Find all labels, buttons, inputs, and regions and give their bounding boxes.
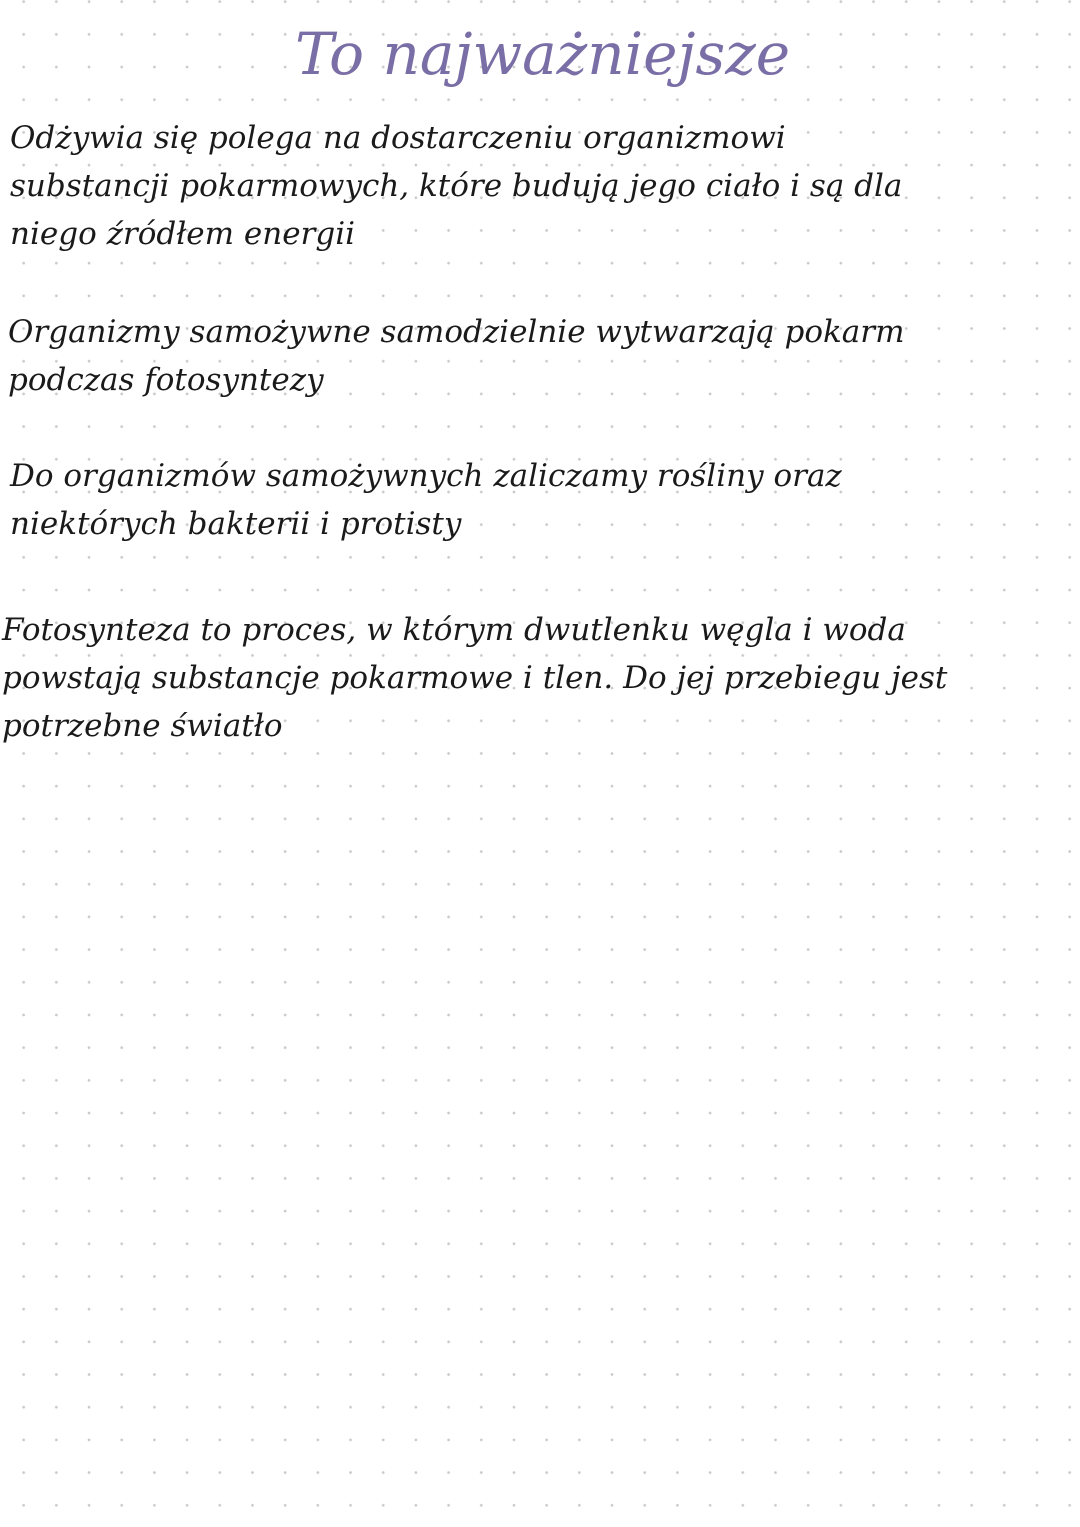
note-photosynthesis-definition bbox=[2, 606, 947, 750]
note-line: substancji pokarmowych, które budują jego ciało i są dla bbox=[10, 168, 903, 204]
note-line: niego źródłem energii bbox=[10, 216, 356, 252]
note-line: powstają substancje pokarmowe i tlen. Do jej przebiegu jest bbox=[2, 660, 948, 696]
page-title: To najważniejsze bbox=[295, 20, 791, 88]
note-autotrophs-definition bbox=[8, 308, 905, 404]
note-autotrophs-examples bbox=[10, 452, 842, 548]
note-nutrition-definition bbox=[10, 114, 902, 258]
note-line: Odżywia się polega na dostarczeniu organizmowi bbox=[10, 120, 786, 156]
note-line: podczas fotosyntezy bbox=[8, 362, 324, 398]
note-line: Do organizmów samożywnych zaliczamy rośliny oraz bbox=[10, 458, 842, 494]
note-line: potrzebne światło bbox=[2, 708, 283, 744]
note-line: Fotosynteza to proces, w którym dwutlenku węgla i woda bbox=[2, 612, 906, 648]
note-line: Organizmy samożywne samodzielnie wytwarzają pokarm bbox=[8, 314, 905, 350]
note-line: niektórych bakterii i protisty bbox=[10, 506, 462, 542]
